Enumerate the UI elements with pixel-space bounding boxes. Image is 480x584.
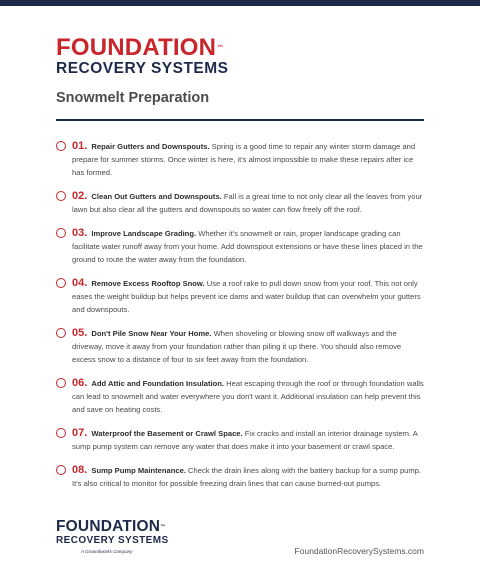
item-number: 01. <box>72 140 88 152</box>
footer-logo-line-1: FOUNDATION™ <box>56 518 166 535</box>
item-body: Use a roof rake to pull down snow from your roof. This not only eases the weight buildup but helps prevent ice dams and water buildup that can overwhelm your gutters and downspouts. <box>72 279 421 314</box>
item-heading: Clean Out Gutters and Downspouts. <box>91 192 222 201</box>
header-logo[interactable] <box>56 36 229 77</box>
item-heading: Sump Pump Maintenance. <box>91 466 186 475</box>
item-number: 02. <box>72 190 88 202</box>
item-heading: Waterproof the Basement or Crawl Space. <box>91 429 243 438</box>
item-number: 06. <box>72 377 88 389</box>
item-body: Heat escaping through the roof or through foundation walls can lead to snowmelt and water everywhere you don't want it. Additional insulation can help prevent this and save on heating costs. <box>72 379 424 414</box>
page-title: Snowmelt Preparation <box>56 90 210 106</box>
title-divider <box>56 119 424 121</box>
footer-logo-line-2: RECOVERY SYSTEMS <box>56 535 169 546</box>
circle-bullet-icon <box>56 378 66 388</box>
circle-bullet-icon <box>56 328 66 338</box>
item-number: 07. <box>72 427 88 439</box>
circle-bullet-icon <box>56 191 66 201</box>
item-number: 04. <box>72 277 88 289</box>
item-body: Spring is a good time to repair any winter storm damage and prepare for summer storms. Once winter is here, it's almost impossible to make these repairs after ice has formed. <box>72 142 416 177</box>
item-heading: Repair Gutters and Downspouts. <box>91 142 210 151</box>
list-item <box>56 227 426 266</box>
item-body: Check the drain lines along with the battery backup for a sump pump. It's also critical to monitor for possible freezing drain lines that can cause burned-out pumps. <box>72 466 422 488</box>
logo-line-1: FOUNDATION™ <box>56 34 224 61</box>
circle-bullet-icon <box>56 278 66 288</box>
circle-bullet-icon <box>56 428 66 438</box>
item-body: Fix cracks and install an interior drainage system. A sump pump system can remove any water that does make it into your basement or crawl space. <box>72 429 418 451</box>
logo-line-2: RECOVERY SYSTEMS <box>56 60 229 77</box>
footer-logo[interactable] <box>56 519 169 554</box>
item-heading: Remove Excess Rooftop Snow. <box>91 279 205 288</box>
item-body: Whether it's snowmelt or rain, proper landscape grading can facilitate water runoff away from your home. Add downspout extensions or have these lines placed in the ground to route the water away from the foundation. <box>72 229 423 264</box>
item-heading: Improve Landscape Grading. <box>91 229 197 238</box>
list-item <box>56 277 426 316</box>
list-item <box>56 377 426 416</box>
item-body: Fall is a great time to not only clear all the leaves from your lawn but also clear all the gutters and downspouts so water can flow freely off the roof. <box>72 192 423 214</box>
list-item <box>56 140 426 179</box>
top-accent-bar <box>0 0 480 6</box>
list-item <box>56 464 426 490</box>
list-item <box>56 327 426 366</box>
item-number: 08. <box>72 464 88 476</box>
item-heading: Add Attic and Foundation Insulation. <box>91 379 225 388</box>
website-link[interactable]: FoundationRecoverySystems.com <box>294 546 424 556</box>
circle-bullet-icon <box>56 465 66 475</box>
tips-list <box>56 140 426 501</box>
item-body: When shoveling or blowing snow off walkways and the driveway, move it away from your foundation rather than piling it up there. You should also remove excess snow to a distance of four to six feet away from the foundation. <box>72 329 402 364</box>
list-item <box>56 427 426 453</box>
circle-bullet-icon <box>56 228 66 238</box>
list-item <box>56 190 426 216</box>
item-number: 05. <box>72 327 88 339</box>
item-heading: Don't Pile Snow Near Your Home. <box>91 329 212 338</box>
item-number: 03. <box>72 227 88 239</box>
footer-tagline: A Groundworks Company <box>81 549 133 554</box>
circle-bullet-icon <box>56 141 66 151</box>
